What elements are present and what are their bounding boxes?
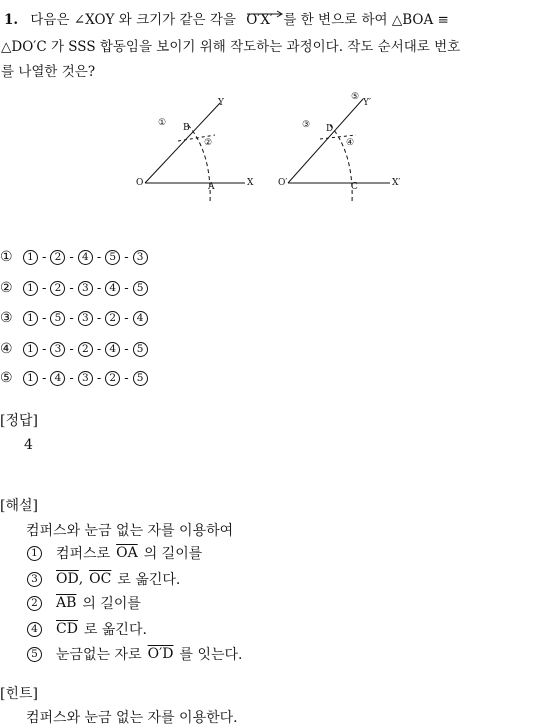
segment-label: $\overline{AB}$: [56, 595, 77, 611]
choice-number: ⑤: [0, 370, 13, 386]
segment-label: $\overline{OA}$: [116, 545, 138, 561]
label-y-prime: Y′: [363, 98, 371, 108]
sequence-dash: -: [96, 249, 102, 265]
step-text: 로 옮긴다.: [117, 572, 181, 588]
mark-3: ③: [302, 120, 311, 130]
choice-number: ④: [0, 341, 13, 357]
question-text-1a: 다음은 ∠XOY 와 크기가 같은 각을: [30, 12, 236, 28]
step-circle: 4: [133, 311, 148, 326]
choice-3[interactable]: [0, 308, 149, 328]
sequence-dash: -: [124, 341, 129, 357]
step-circle: 4: [50, 371, 65, 386]
choice-number: ③: [0, 310, 13, 326]
label-b: B: [183, 123, 190, 133]
sequence-dash: -: [69, 341, 74, 357]
answer-value: 4: [24, 437, 33, 453]
step-circle: 1: [23, 281, 38, 296]
step-circle: 5: [133, 342, 148, 357]
sequence-dash: -: [69, 370, 74, 386]
label-d: D: [326, 124, 334, 134]
sequence-dash: -: [124, 310, 129, 326]
step-circle: 2: [78, 342, 93, 357]
sequence-dash: -: [124, 280, 129, 296]
question-line-3: 를 나열한 것은?: [1, 64, 96, 80]
step-circle: 3: [50, 342, 65, 357]
sequence-dash: -: [42, 310, 47, 326]
explanation-label: [해설]: [0, 498, 38, 514]
step-circle: 3: [27, 572, 42, 587]
step-circle: 3: [78, 281, 93, 296]
step-circle: 1: [23, 250, 38, 265]
question-line-2: △DO′C 가 SSS 합동임을 보이기 위해 작도하는 과정이다. 작도 순서대로 번호: [1, 39, 461, 55]
choice-number: ①: [0, 249, 13, 265]
label-y: Y: [218, 98, 224, 108]
label-a: A: [208, 182, 215, 192]
choice-1[interactable]: [0, 247, 149, 267]
question-line-1: [4, 8, 449, 28]
sequence-dash: -: [42, 341, 47, 357]
explanation-intro: 컴퍼스와 눈금 없는 자를 이용하여: [26, 523, 234, 539]
vector-o-x: [246, 12, 277, 28]
step-text: 를 잇는다.: [179, 647, 243, 663]
step-circle: 1: [23, 311, 38, 326]
choice-4[interactable]: [0, 339, 149, 359]
step-text: 눈금없는 자로: [56, 647, 142, 663]
step-text: 의 길이를: [143, 546, 203, 562]
explanation-step: [26, 569, 186, 589]
sequence-dash: -: [96, 280, 102, 296]
label-o: O: [136, 178, 144, 188]
answer-label: [정답]: [0, 413, 38, 429]
step-circle: 2: [50, 250, 65, 265]
sequence-dash: -: [96, 310, 102, 326]
mark-1: ①: [158, 118, 167, 128]
step-circle: 1: [23, 342, 38, 357]
hint-label: [힌트]: [0, 686, 38, 702]
choice-number: ②: [0, 280, 13, 296]
step-circle: 5: [50, 311, 65, 326]
mark-4: ④: [346, 138, 355, 148]
sequence-dash: -: [124, 370, 129, 386]
sequence-dash: -: [69, 249, 74, 265]
explanation-step: [26, 644, 249, 664]
step-text: ,: [78, 571, 84, 587]
sequence-dash: -: [69, 280, 74, 296]
choice-2[interactable]: [0, 278, 149, 298]
sequence-dash: -: [42, 249, 47, 265]
step-text: 로 옮긴다.: [83, 622, 147, 638]
segment-label: $\overline{CD}$: [56, 621, 78, 637]
explanation-step: [26, 543, 208, 563]
sequence-dash: -: [42, 280, 47, 296]
step-circle: 1: [27, 546, 42, 561]
sequence-dash: -: [42, 370, 47, 386]
mark-2: ②: [204, 138, 213, 148]
step-circle: 2: [105, 371, 120, 386]
question-number: 1.: [4, 12, 19, 28]
step-text: 컴퍼스로: [56, 546, 111, 562]
label-x-prime: X′: [392, 178, 401, 188]
mark-5: ⑤: [351, 92, 360, 102]
step-circle: 5: [133, 281, 148, 296]
sequence-dash: -: [96, 370, 102, 386]
hint-text: 컴퍼스와 눈금 없는 자를 이용한다.: [26, 710, 238, 726]
step-circle: 4: [105, 342, 120, 357]
choice-5[interactable]: [0, 368, 149, 388]
segment-label: O′D: [147, 646, 174, 662]
label-o-prime: O′: [278, 178, 288, 188]
sequence-dash: -: [96, 341, 102, 357]
step-circle: 4: [27, 622, 42, 637]
label-c: C: [351, 182, 358, 192]
step-circle: 3: [78, 371, 93, 386]
explanation-step: [26, 593, 147, 613]
construction-figure: [120, 85, 420, 215]
step-circle: 4: [105, 281, 120, 296]
step-circle: 2: [27, 596, 42, 611]
step-circle: 3: [78, 311, 93, 326]
step-circle: 1: [23, 371, 38, 386]
step-circle: 5: [133, 371, 148, 386]
step-text: 의 길이를: [82, 596, 141, 612]
segment-label: $\overline{OC}$: [89, 571, 112, 587]
step-circle: 3: [133, 250, 148, 265]
vector-label: O′X′: [246, 12, 274, 28]
sequence-dash: -: [69, 310, 74, 326]
step-circle: 5: [105, 250, 120, 265]
step-circle: 2: [105, 311, 120, 326]
right-construction: [288, 99, 390, 203]
step-circle: 2: [50, 281, 65, 296]
label-x: X: [247, 178, 254, 188]
step-circle: 5: [27, 647, 42, 662]
question-text-1b: 를 한 변으로 하여 △BOA ≡: [283, 12, 449, 28]
segment-label: $\overline{OD}$: [56, 571, 79, 587]
explanation-step: [26, 619, 153, 639]
step-circle: 4: [78, 250, 93, 265]
vector-arrow-icon: [246, 6, 277, 14]
sequence-dash: -: [124, 249, 129, 265]
